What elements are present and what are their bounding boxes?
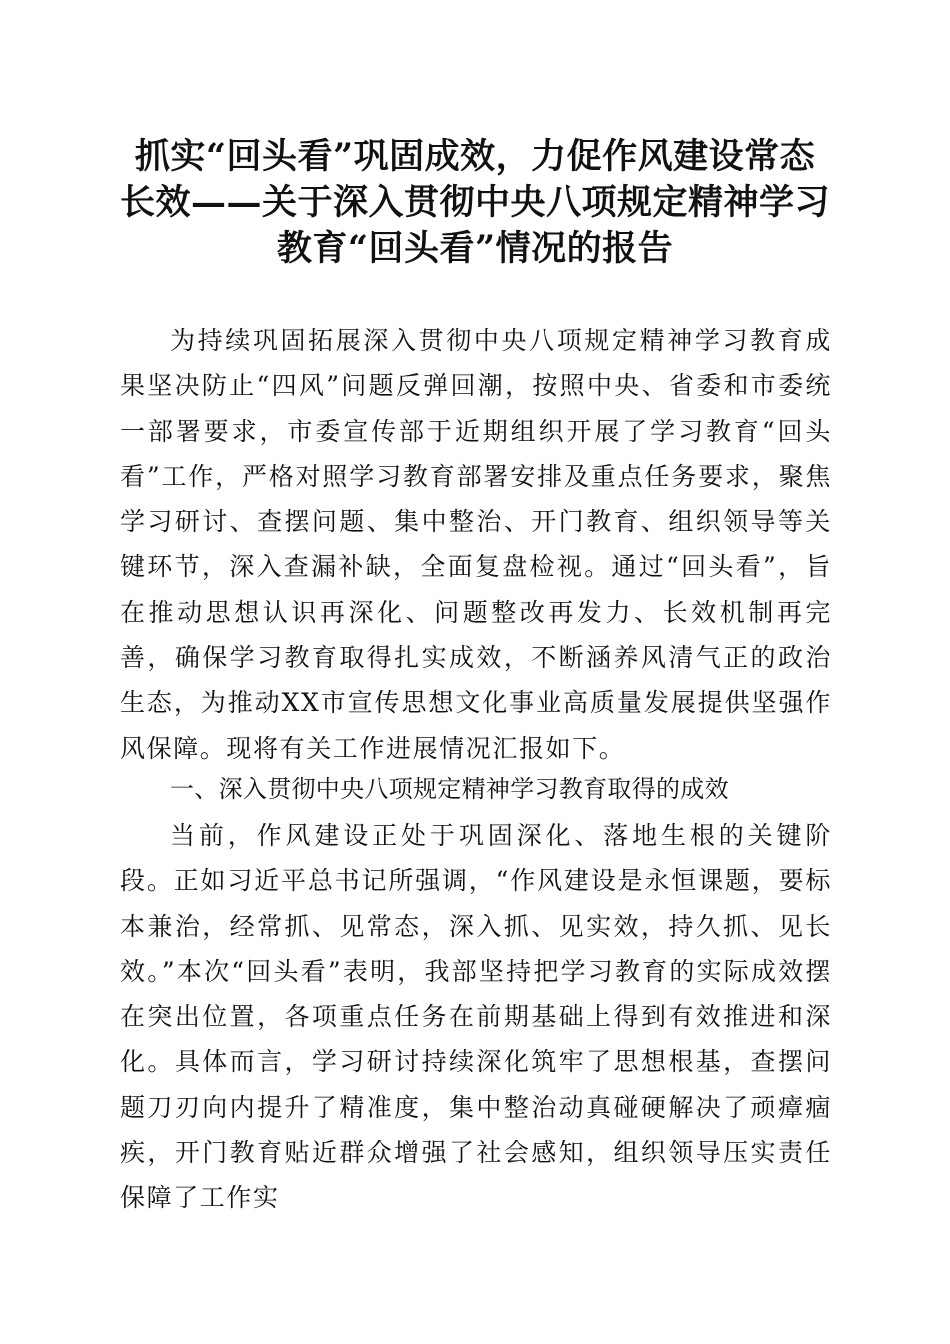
title-line-2: 长效——关于深入贯彻中央八项规定精神学习 — [119, 182, 830, 223]
section-paragraph: 当前，作风建设正处于巩固深化、落地生根的关键阶段。正如习近平总书记所强调，“作风建设是永恒课题，要标本兼治，经常抓、见常态，深入抓、见实效，持久抓、见长效。”本次“回头看”表明，我部坚持把学习教育的实际成效摆在突出位置，各项重点任务在前期基础上得到有效推进和深化。具体而言，学习研讨持续深化筑牢了思想根基，查摆问题刀刃向内提升了精准度，集中整治动真碰硬解决了顽瘴痼疾，开门教育贴近群众增强了社会感知，组织领导压实责任保障了工作实 — [120, 821, 832, 1213]
intro-paragraph: 为持续巩固拓展深入贯彻中央八项规定精神学习教育成果坚决防止“四风”问题反弹回潮，按照中央、省委和市委统一部署要求，市委宣传部于近期组织开展了学习教育“回头看”工作，严格对照学习教育部署安排及重点任务要求，聚焦学习研讨、查摆问题、集中整治、开门教育、组织领导等关键环节，深入查漏补缺，全面复盘检视。通过“回头看”，旨在推动思想认识再深化、问题整改再发力、长效机制再完善，确保学习教育取得扎实成效，不断涵养风清气正的政治生态，为推动XX市宣传思想文化事业高质量发展提供坚强作风保障。现将有关工作进展情况汇报如下。 — [120, 326, 832, 763]
section-heading: 一、深入贯彻中央八项规定精神学习教育取得的成效 — [170, 775, 729, 803]
title-line-3: 教育“回头看”情况的报告 — [276, 228, 674, 269]
title-line-1: 抓实“回头看”巩固成效，力促作风建设常态 — [134, 136, 816, 177]
document-title — [110, 134, 840, 272]
